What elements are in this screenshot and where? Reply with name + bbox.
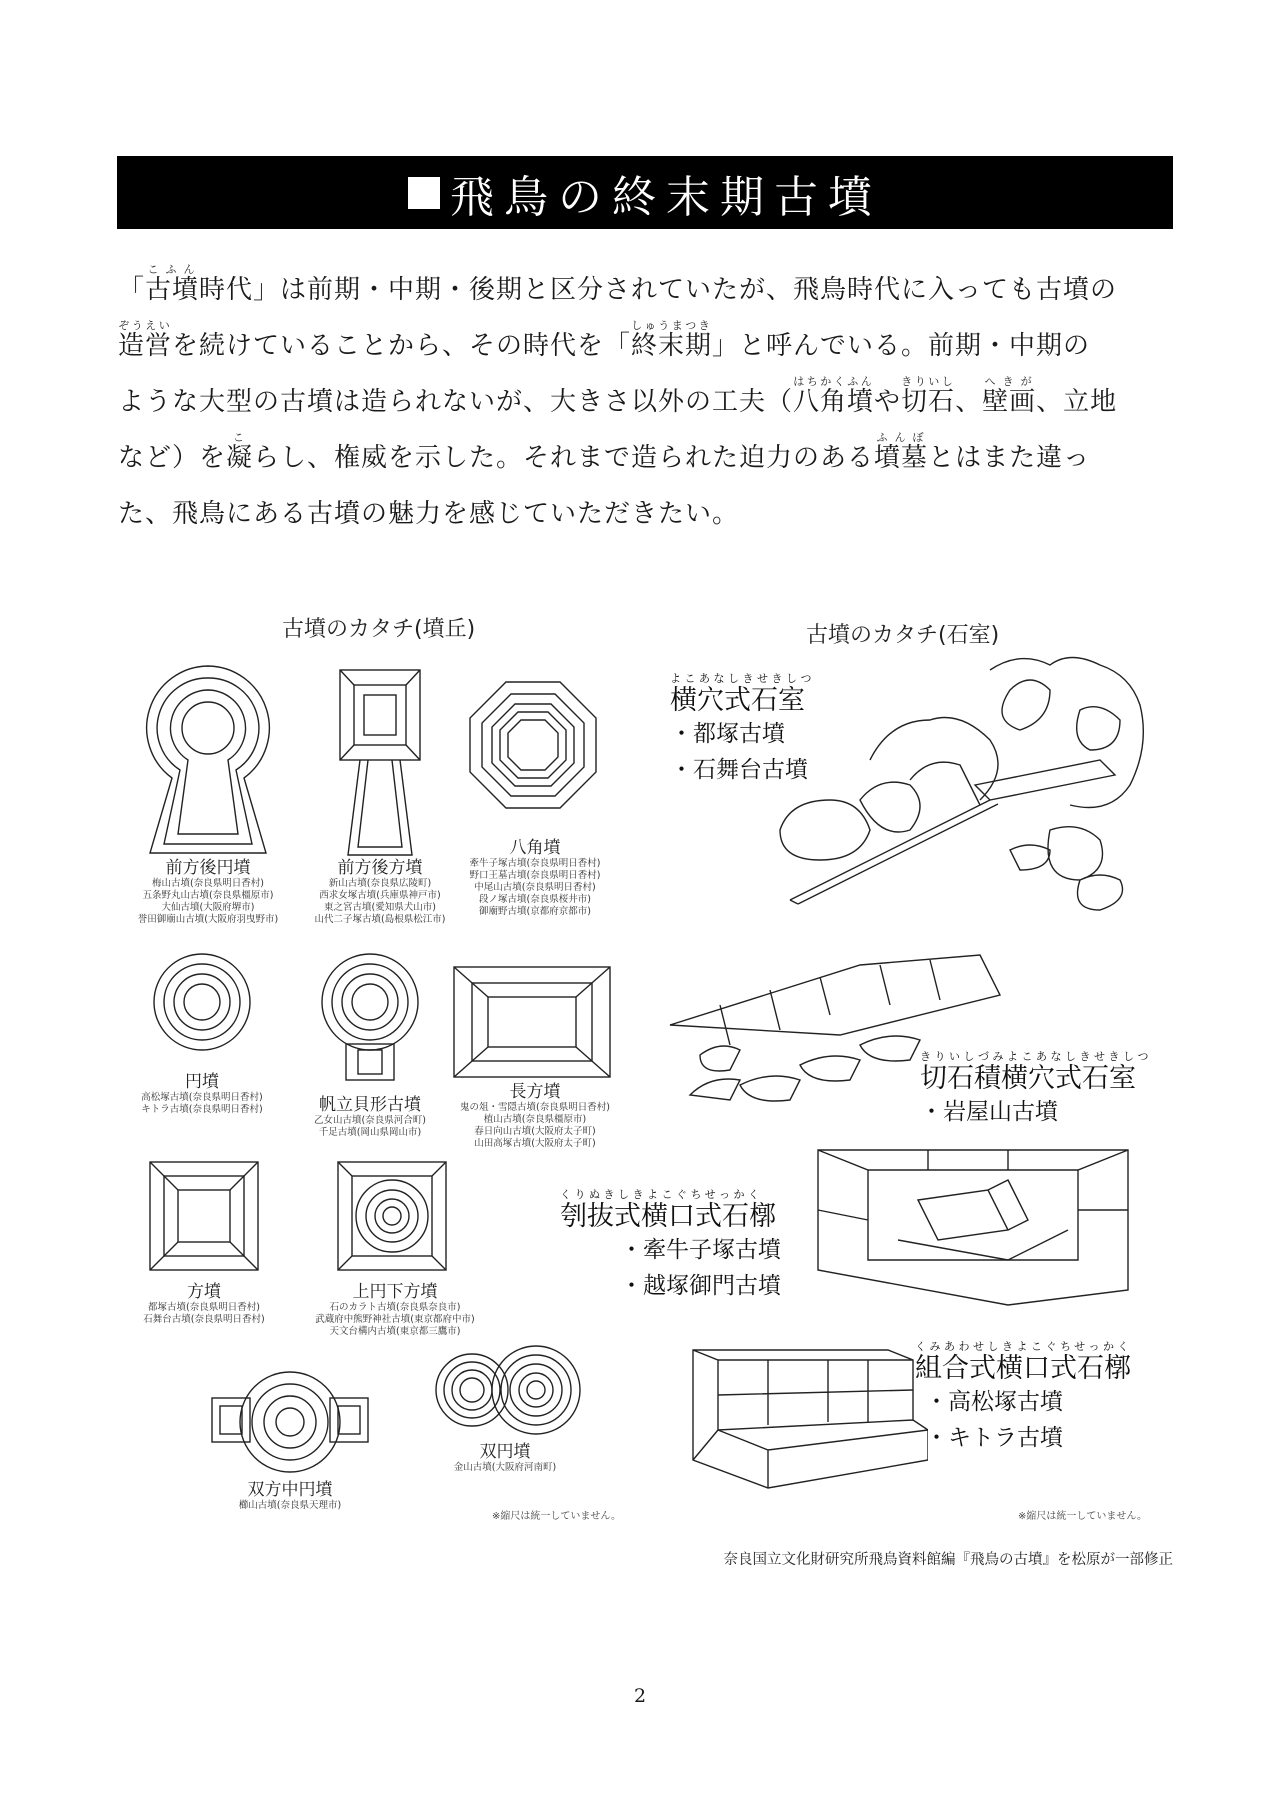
caption-round-on-square: 上円下方墳 石のカラト古墳(奈良県奈良市) 武蔵府中熊野神社古墳(東京都府中市) 天文台構内古墳(東京都三鷹市) bbox=[315, 1282, 475, 1337]
square-mound-diagram bbox=[148, 1160, 260, 1272]
chamber-type-3: くりぬきしきよこぐちせっかく 刳抜式横口式石槨 ・牽牛子塚古墳 ・越塚御門古墳 bbox=[560, 1188, 781, 1299]
section-header bbox=[117, 156, 1173, 229]
caption-double-square-central-round: 双方中円墳 櫛山古墳(奈良県天理市) bbox=[238, 1480, 342, 1511]
page-number: 2 bbox=[633, 1685, 647, 1707]
round-mound-diagram bbox=[152, 952, 252, 1052]
chamber-type-1: よこあなしきせきしつ 横穴式石室 ・都塚古墳 ・石舞台古墳 bbox=[670, 672, 815, 783]
double-round-mound-diagram bbox=[432, 1340, 582, 1440]
caption-scallop: 帆立貝形古墳 乙女山古墳(奈良県河合町) 千足古墳(岡山県岡山市) bbox=[314, 1095, 426, 1138]
intro-line: 造営ぞうえいを続けていることから、その時代を「終末期しゅうまつき」と呼んでいる。前期・中期の bbox=[118, 319, 1091, 361]
rectangular-mound-diagram bbox=[452, 965, 612, 1080]
hollowed-stone-coffin-drawing bbox=[808, 1140, 1138, 1314]
assembled-stone-coffin-drawing bbox=[688, 1340, 928, 1494]
caption-round: 円墳 高松塚古墳(奈良県明日香村) キトラ古墳(奈良県明日香村) bbox=[141, 1072, 263, 1115]
keyhole-mound-diagram bbox=[138, 658, 278, 858]
mound-section-title: 古墳のカタチ(墳丘) bbox=[282, 617, 476, 642]
chamber-type-2: きりいしづみよこあなしきせきしつ 切石積横穴式石室 ・岩屋山古墳 bbox=[920, 1050, 1152, 1125]
intro-line: た、飛鳥にある古墳の魅力を感じていただきたい。 bbox=[118, 499, 740, 529]
chamber-type-4: くみあわせしきよこぐちせっかく 組合式横口式石槨 ・高松塚古墳 ・キトラ古墳 bbox=[915, 1340, 1132, 1451]
square-front-rear-mound-diagram bbox=[330, 665, 430, 860]
section-title: 飛鳥の終末期古墳 bbox=[450, 171, 882, 223]
intro-paragraph bbox=[118, 262, 1178, 542]
caption-octagonal: 八角墳 牽牛子塚古墳(奈良県明日香村) 野口王墓古墳(奈良県明日香村) 中尾山古墳(奈良県明日香村) 段ノ塚古墳(奈良県桜井市) 御廟野古墳(京都府京都市) bbox=[469, 838, 601, 917]
octagonal-mound-diagram bbox=[468, 680, 598, 810]
intro-line: ような大型の古墳は造られないが、大きさ以外の工夫（八角墳はちかくふんや切石きりいし、壁画へきが、立地 bbox=[118, 375, 1118, 417]
source-credit: 奈良国立文化財研究所飛鳥資料館編『飛鳥の古墳』を松原が一部修正 bbox=[723, 1552, 1173, 1568]
scallop-mound-diagram bbox=[320, 952, 420, 1082]
caption-double-round: 双円墳 金山古墳(大阪府河南町) bbox=[453, 1442, 557, 1473]
scale-note-chambers: ※縮尺は統一していません。 bbox=[1018, 1511, 1147, 1522]
chamber-section-title: 古墳のカタチ(石室) bbox=[806, 623, 1000, 648]
caption-rectangular: 長方墳 鬼の俎・雪隠古墳(奈良県明日香村) 植山古墳(奈良県橿原市) 春日向山古墳(大阪府太子町) 山田高塚古墳(大阪府太子町) bbox=[460, 1082, 610, 1149]
scale-note-mounds: ※縮尺は統一していません。 bbox=[492, 1511, 621, 1522]
caption-square-front-rear: 前方後方墳 新山古墳(奈良県広陵町) 西求女塚古墳(兵庫県神戸市) 東之宮古墳(愛知県犬山市) 山代二子塚古墳(島根県松江市) bbox=[314, 858, 446, 925]
caption-square: 方墳 都塚古墳(奈良県明日香村) 石舞台古墳(奈良県明日香村) bbox=[143, 1282, 265, 1325]
intro-line: 「古墳こふん時代」は前期・中期・後期と区分されていたが、飛鳥時代に入っても古墳の bbox=[118, 263, 1118, 305]
caption-keyhole: 前方後円墳 梅山古墳(奈良県明日香村) 五条野丸山古墳(奈良県橿原市) 大仙古墳(大阪府堺市) 誉田御廟山古墳(大阪府羽曳野市) bbox=[137, 858, 279, 925]
round-on-square-mound-diagram bbox=[336, 1160, 448, 1272]
double-square-central-round-mound-diagram bbox=[210, 1370, 370, 1475]
black-square-bullet-icon bbox=[408, 177, 440, 209]
intro-line: など）を凝こらし、権威を示した。それまで造られた迫力のある墳墓ふんぼとはまた違っ bbox=[118, 431, 1091, 473]
